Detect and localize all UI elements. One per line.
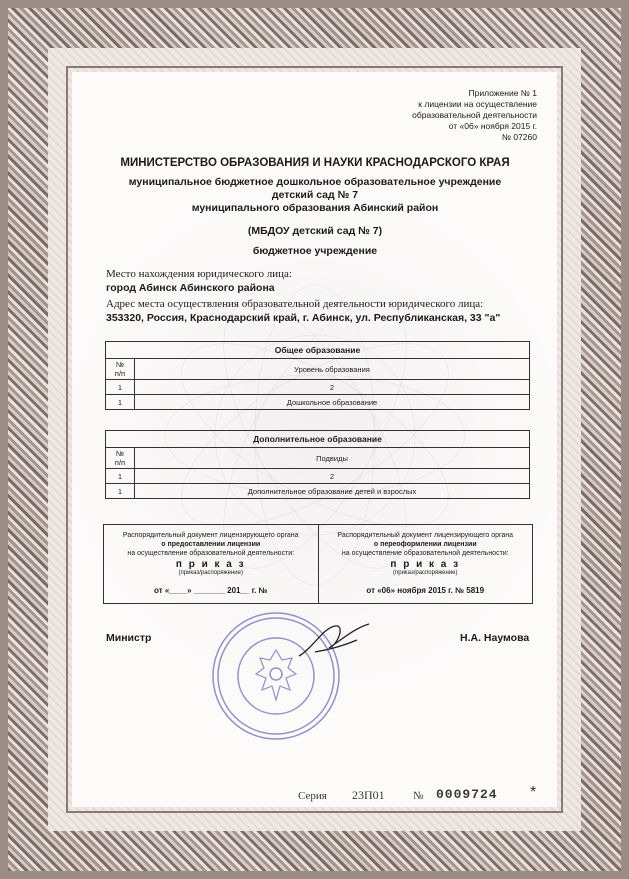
doc-line: на осуществление образовательной деятельности: <box>341 550 509 557</box>
table-index-cell: 1 <box>106 380 135 395</box>
series-value: 23П01 <box>352 788 385 802</box>
table-row-num: 1 <box>106 395 135 410</box>
table-row-value: Дополнительное образование детей и взрослых <box>135 484 530 499</box>
organization-short-name: (МБДОУ детский сад № 7) <box>247 225 383 237</box>
table-index-cell: 2 <box>135 469 530 484</box>
doc-line: Распорядительный документ лицензирующего органа <box>337 532 514 539</box>
doc-prikaz: п р и к а з <box>175 559 246 570</box>
appendix-date: от «06» ноября 2015 г. <box>448 121 537 131</box>
doc-prikaz: п р и к а з <box>390 559 461 570</box>
table-row-num: 1 <box>106 484 135 499</box>
doc-line: на осуществление образовательной деятельности: <box>127 550 295 557</box>
series-label: Серия <box>298 790 327 802</box>
additional-education-table <box>105 430 530 499</box>
table-num-header: № п/п <box>106 359 135 380</box>
signatory-title: Министр <box>106 632 152 644</box>
additional-education-title: Дополнительное образование <box>106 431 530 448</box>
table-index-cell: 1 <box>106 469 135 484</box>
appendix-line: образовательной деятельности <box>412 110 537 120</box>
doc-reissue-column <box>318 525 533 603</box>
appendix-line: к лицензии на осуществление <box>418 99 537 109</box>
general-education-title: Общее образование <box>106 342 530 359</box>
doc-line: Распорядительный документ лицензирующего органа <box>122 532 299 539</box>
doc-note: (приказ/распоряжение) <box>392 570 458 576</box>
number-label: № <box>413 790 424 802</box>
doc-date-line: от «06» ноября 2015 г. № 5819 <box>366 586 485 595</box>
doc-date-line: от «____» _______ 201__ г. № <box>154 586 268 595</box>
appendix-header <box>412 88 537 143</box>
location-value: город Абинск Абинского района <box>106 282 275 294</box>
table-index-cell: 2 <box>135 380 530 395</box>
doc-line-bold: о предоставлении лицензии <box>161 541 261 548</box>
signatory-name: Н.А. Наумова <box>460 632 530 644</box>
table-col-header: Подвиды <box>135 448 530 469</box>
star-mark: * <box>530 784 537 801</box>
doc-issue-column <box>104 525 318 603</box>
license-number: № 07260 <box>501 132 537 142</box>
table-col-header: Уровень образования <box>135 359 530 380</box>
org-line: муниципального образования Абинский район <box>191 202 439 214</box>
table-num-header: № п/п <box>106 448 135 469</box>
handwritten-signature <box>295 618 375 662</box>
org-line: муниципальное бюджетное дошкольное образовательное учреждение <box>128 176 502 188</box>
serial-number: 0009724 <box>436 787 498 802</box>
org-line: детский сад № 7 <box>271 189 359 201</box>
organization-name <box>100 176 530 215</box>
organization-type: бюджетное учреждение <box>252 245 378 257</box>
appendix-line: Приложение № 1 <box>468 88 537 98</box>
table-row-value: Дошкольное образование <box>135 395 530 410</box>
location-label: Место нахождения юридического лица: <box>106 268 292 280</box>
doc-line-bold: о переоформлении лицензии <box>373 541 477 548</box>
doc-note: (приказ/распоряжение) <box>178 570 243 576</box>
administrative-documents-box <box>103 524 533 604</box>
general-education-table <box>105 341 530 410</box>
address-value: 353320, Россия, Краснодарский край, г. Абинск, ул. Республиканская, 33 "а" <box>106 312 501 324</box>
ministry-title: МИНИСТЕРСТВО ОБРАЗОВАНИЯ И НАУКИ КРАСНОДАРСКОГО КРАЯ <box>120 157 510 169</box>
address-label: Адрес места осуществления образовательной деятельности юридического лица: <box>106 298 484 310</box>
